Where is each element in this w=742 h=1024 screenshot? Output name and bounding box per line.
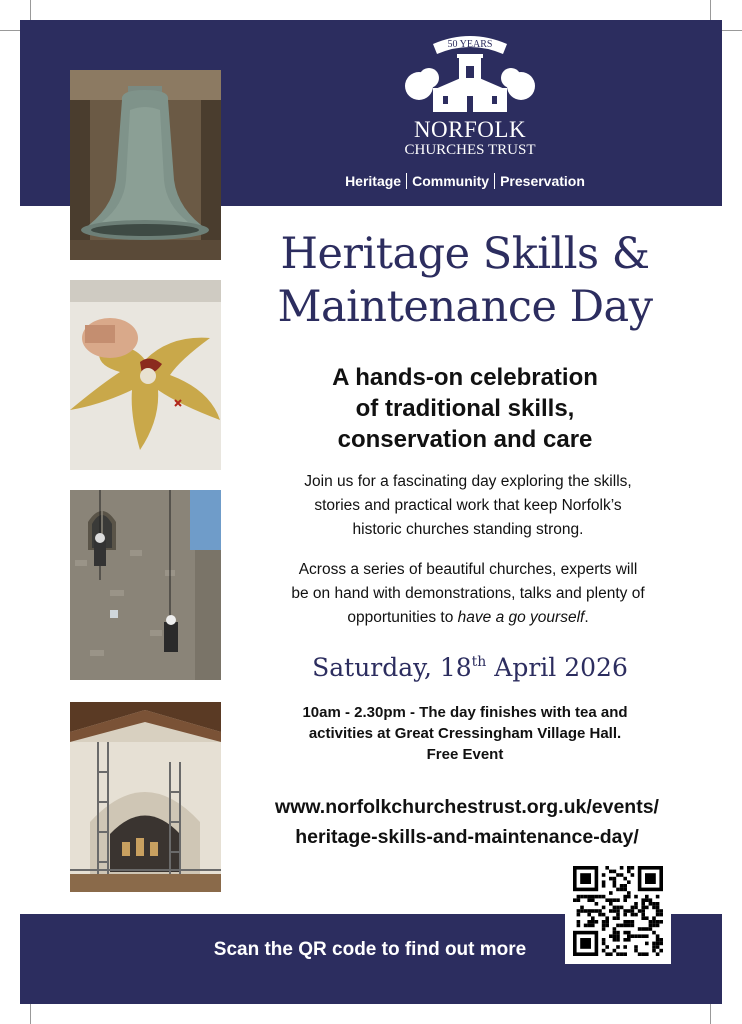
embroidery-photo <box>70 280 221 470</box>
subtitle-line: of traditional skills, <box>355 395 575 422</box>
crop-mark <box>722 30 742 31</box>
paragraph-line: Join us for a fascinating day exploring the skills, <box>304 473 632 490</box>
qr-code[interactable] <box>565 858 671 964</box>
event-title <box>240 228 690 334</box>
paragraph-line: stories and practical work that keep Norfolk’s <box>314 497 622 514</box>
trust-logo <box>340 30 600 158</box>
church-bell-photo <box>70 70 221 260</box>
crop-mark <box>710 0 711 20</box>
tower-abseil-photo <box>70 490 221 680</box>
paragraph-text: . <box>584 609 589 626</box>
event-date <box>240 653 700 682</box>
details-line: Free Event <box>426 746 504 763</box>
paragraph-line: historic churches standing strong. <box>352 521 584 538</box>
event-details <box>255 702 675 765</box>
date-prefix: Saturday, 18 <box>312 653 472 682</box>
crop-mark <box>710 1004 711 1024</box>
crop-mark <box>0 30 20 31</box>
paragraph-line: Across a series of beautiful churches, experts will <box>298 561 638 578</box>
scaffolding-interior-photo <box>70 702 221 892</box>
scan-instruction: Scan the QR code to find out more <box>213 939 527 960</box>
paragraph-line <box>248 606 688 630</box>
details-paragraph <box>248 558 688 630</box>
subtitle-line: conservation and care <box>337 426 593 453</box>
details-line: 10am - 2.30pm - The day finishes with tea and <box>302 704 628 721</box>
event-subtitle <box>240 362 690 455</box>
intro-paragraph <box>248 470 688 542</box>
crop-mark <box>30 0 31 20</box>
qr-code-icon[interactable] <box>565 858 671 964</box>
date-ordinal: th <box>471 654 487 670</box>
tagline-preservation: Preservation <box>500 173 585 189</box>
event-url[interactable] <box>232 792 702 852</box>
date-rest: April 2026 <box>486 653 628 682</box>
tagline-divider <box>494 173 495 189</box>
logo-name: NORFOLK <box>413 117 527 142</box>
emphasis-text: have a go yourself <box>457 609 585 626</box>
church-tower-logo-icon <box>395 30 545 116</box>
tagline <box>300 173 630 189</box>
paragraph-text: opportunities to <box>347 609 458 626</box>
anniversary-label: 50 YEARS <box>447 39 493 50</box>
logo-subname: CHURCHES TRUST <box>404 142 536 158</box>
url-line[interactable]: www.norfolkchurchestrust.org.uk/events/ <box>275 796 659 818</box>
tagline-heritage: Heritage <box>345 173 402 189</box>
paragraph-line: be on hand with demonstrations, talks and plenty of <box>291 585 645 602</box>
title-line: Maintenance Day <box>277 282 653 332</box>
tagline-community: Community <box>412 173 490 189</box>
url-line[interactable]: heritage-skills-and-maintenance-day/ <box>295 826 639 848</box>
tagline-divider <box>406 173 407 189</box>
details-line: activities at Great Cressingham Village Hall. <box>308 725 622 742</box>
subtitle-line: A hands-on celebration <box>332 364 598 391</box>
title-line: Heritage Skills & <box>280 229 650 279</box>
crop-mark <box>30 1004 31 1024</box>
